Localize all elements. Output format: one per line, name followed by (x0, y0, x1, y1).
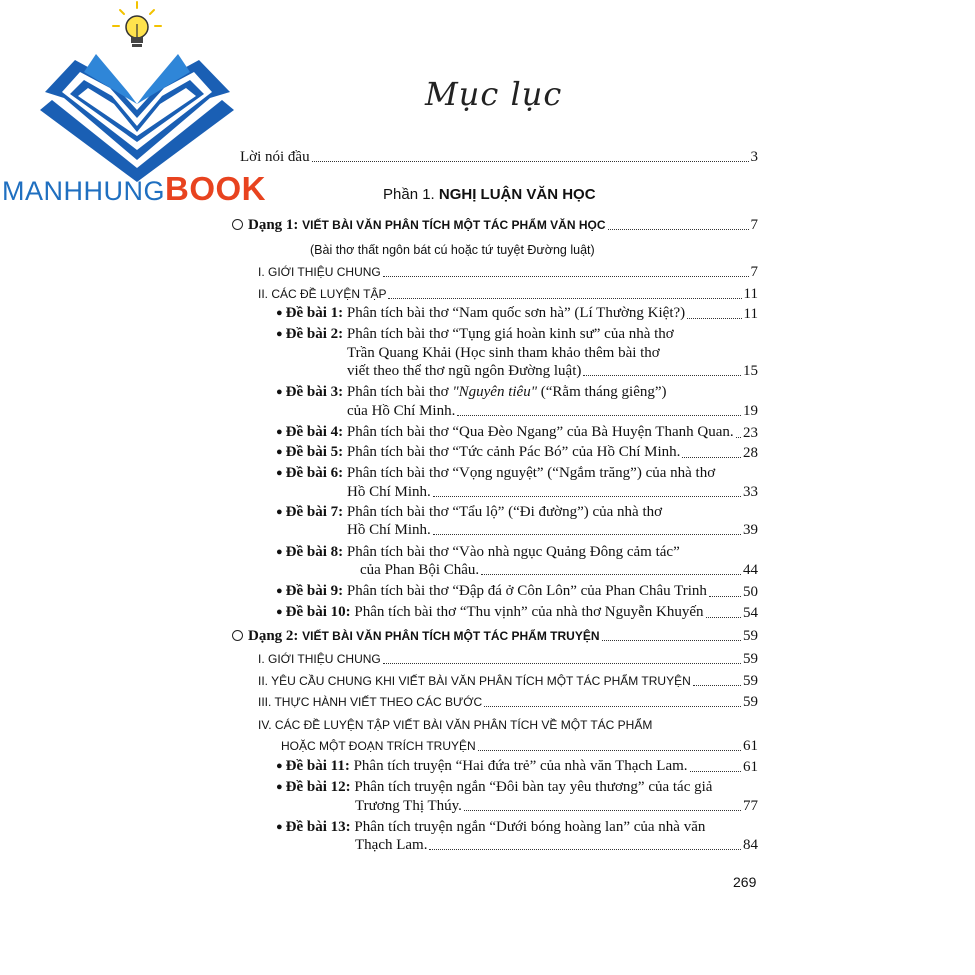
toc-item[interactable]: ● Đề bài 5: Phân tích bài thơ “Tức cảnh Pác Bó” của Hồ Chí Minh. 28 (276, 444, 758, 461)
brand-part1: MANHHUNG (2, 176, 165, 206)
page-title: Mục lục (425, 75, 563, 113)
toc-section-cont (281, 737, 758, 755)
circle-bullet-icon (232, 219, 243, 230)
item-text: Phân tích bài thơ “Qua Đèo Ngang” của Bà Huyện Thanh Quan. (346, 424, 734, 440)
item-text: Phân tích truyện ngắn “Đôi bàn tay yêu thương” của tác giả (354, 779, 713, 795)
toc-item[interactable]: ● Đề bài 9: Phân tích bài thơ “Đập đá ở Côn Lôn” của Phan Châu Trinh 50 (276, 583, 758, 600)
item-text: Trương Thị Thúy. (355, 798, 462, 814)
toc-section[interactable] (258, 693, 758, 711)
toc-item[interactable]: ● Đề bài 3: Phân tích bài thơ "Nguyên tiêu" (“Rằm tháng giêng”) (276, 384, 667, 400)
brand-part2: BOOK (165, 170, 266, 207)
toc-item-cont (355, 797, 758, 815)
toc-item[interactable]: ● Đề bài 13: Phân tích truyện ngắn “Dưới bóng hoàng lan” của nhà văn (276, 819, 706, 835)
toc-page: 23 (743, 425, 758, 441)
item-label: Đề bài 8: (285, 544, 344, 560)
item-text: (“Rằm tháng giêng”) (537, 384, 667, 400)
toc-page: 44 (743, 562, 758, 578)
item-label: Đề bài 11: (285, 758, 350, 774)
toc-text: II. CÁC ĐỀ LUYỆN TẬP (258, 287, 387, 301)
toc-page: 3 (750, 149, 758, 165)
toc-text: Lời nói đầu (240, 149, 310, 165)
toc-page: 7 (750, 217, 758, 233)
dang-label: Dạng 1: (248, 217, 299, 233)
brand-logo-text (2, 170, 266, 208)
dang-title: VIẾT BÀI VĂN PHÂN TÍCH MỘT TÁC PHẨM TRUYỆN (302, 629, 600, 643)
toc-preface[interactable] (240, 148, 758, 166)
toc-page: 61 (743, 738, 758, 754)
toc-item[interactable]: ● Đề bài 2: Phân tích bài thơ “Tụng giá hoàn kinh sư” của nhà thơ (276, 326, 674, 342)
toc-page: 15 (743, 363, 758, 379)
toc-section[interactable]: IV. CÁC ĐỀ LUYỆN TẬP VIẾT BÀI VĂN PHÂN TÍCH VỀ MỘT TÁC PHẨM (258, 718, 653, 732)
item-label: Đề bài 12: (285, 779, 351, 795)
toc-page: 19 (743, 403, 758, 419)
toc-item[interactable]: ● Đề bài 6: Phân tích bài thơ “Vọng nguyệt” (“Ngắm trăng”) của nhà thơ (276, 465, 716, 481)
toc-page: 11 (743, 286, 758, 302)
item-text: Phân tích bài thơ “Đập đá ở Côn Lôn” của Phan Châu Trinh (346, 583, 707, 599)
toc-text: I. GIỚI THIỆU CHUNG (258, 265, 381, 279)
part-heading (383, 186, 596, 203)
toc-text: II. YÊU CẦU CHUNG KHI VIẾT BÀI VĂN PHÂN TÍCH MỘT TÁC PHẨM TRUYỆN (258, 674, 691, 688)
toc-section[interactable] (258, 672, 758, 690)
item-label: Đề bài 9: (285, 583, 344, 599)
item-text: của Hồ Chí Minh. (347, 403, 456, 419)
item-text: Phân tích bài thơ “Vọng nguyệt” (“Ngắm trăng”) của nhà thơ (346, 465, 716, 481)
toc-text: III. THỰC HÀNH VIẾT THEO CÁC BƯỚC (258, 695, 483, 709)
item-label: Đề bài 6: (285, 465, 344, 481)
toc-page: 59 (743, 628, 758, 644)
toc-text: HOẶC MỘT ĐOẠN TRÍCH TRUYỆN (281, 739, 476, 753)
item-label: Đề bài 4: (285, 424, 344, 440)
item-text: Phân tích bài thơ (346, 384, 453, 400)
dang1-note: (Bài thơ thất ngôn bát cú hoặc tứ tuyệt Đường luật) (310, 243, 595, 257)
toc-page: 84 (743, 837, 758, 853)
toc-page: 77 (743, 798, 758, 814)
item-text: Phân tích truyện “Hai đứa trẻ” của nhà văn Thạch Lam. (353, 758, 688, 774)
toc-page: 61 (743, 759, 758, 775)
item-label: Đề bài 5: (285, 444, 344, 460)
dang-label: Dạng 2: (248, 628, 299, 644)
item-text: Hồ Chí Minh. (347, 484, 431, 500)
item-text: Thạch Lam. (355, 837, 428, 853)
toc-dang1[interactable] (232, 216, 758, 234)
item-label: Đề bài 1: (285, 305, 344, 321)
part-prefix: Phần 1. (383, 186, 435, 203)
item-label: Đề bài 3: (285, 384, 344, 400)
page-number: 269 (733, 874, 757, 890)
toc-item-cont (355, 836, 758, 854)
toc-item-cont (347, 483, 758, 501)
toc-page: 7 (750, 264, 758, 280)
item-label: Đề bài 7: (285, 504, 344, 520)
toc-item[interactable]: ● Đề bài 1: Phân tích bài thơ “Nam quốc sơn hà” (Lí Thường Kiệt?) 11 (276, 305, 758, 322)
part-name: NGHỊ LUẬN VĂN HỌC (438, 186, 596, 203)
toc-item[interactable]: ● Đề bài 12: Phân tích truyện ngắn “Đôi bàn tay yêu thương” của tác giả (276, 779, 713, 795)
item-text: của Phan Bội Châu. (360, 562, 480, 578)
toc-section[interactable] (258, 285, 758, 303)
toc-item-cont (347, 521, 758, 539)
toc-page: 33 (743, 484, 758, 500)
toc-item[interactable]: ● Đề bài 7: Phân tích bài thơ “Tẩu lộ” (“Đi đường”) của nhà thơ (276, 504, 663, 520)
toc-item[interactable]: ● Đề bài 8: Phân tích bài thơ “Vào nhà ngục Quảng Đông cảm tác” (276, 544, 680, 560)
item-text: Phân tích bài thơ “Nam quốc sơn hà” (Lí Thường Kiệt?) (346, 305, 686, 321)
dang-title: VIẾT BÀI VĂN PHÂN TÍCH MỘT TÁC PHẨM VĂN HỌC (302, 218, 606, 232)
item-text: viết theo thể thơ ngũ ngôn Đường luật) (347, 363, 582, 379)
item-text: Phân tích bài thơ “Tụng giá hoàn kinh sư” của nhà thơ (346, 326, 674, 342)
item-text: Phân tích bài thơ “Tức cảnh Pác Bó” của Hồ Chí Minh. (346, 444, 681, 460)
toc-item-cont (347, 402, 758, 420)
item-text: Phân tích bài thơ “Vào nhà ngục Quảng Đông cảm tác” (346, 544, 680, 560)
toc-item[interactable]: ● Đề bài 4: Phân tích bài thơ “Qua Đèo Ngang” của Bà Huyện Thanh Quan. 23 (276, 424, 758, 441)
item-label: Đề bài 2: (285, 326, 344, 342)
toc-page: 50 (743, 584, 758, 600)
toc-text: I. GIỚI THIỆU CHUNG (258, 652, 381, 666)
toc-section[interactable] (258, 263, 758, 281)
toc-page: 59 (743, 694, 758, 710)
toc-item[interactable]: ● Đề bài 10: Phân tích bài thơ “Thu vịnh” của nhà thơ Nguyễn Khuyến 54 (276, 604, 758, 621)
item-italic: "Nguyên tiêu" (452, 384, 537, 400)
toc-page: 59 (743, 673, 758, 689)
toc-item[interactable]: ● Đề bài 11: Phân tích truyện “Hai đứa trẻ” của nhà văn Thạch Lam. 61 (276, 758, 758, 775)
toc-page: 54 (743, 605, 758, 621)
toc-page: 11 (743, 306, 758, 322)
item-text: Trần Quang Khải (Học sinh tham khảo thêm bài thơ (347, 345, 660, 361)
toc-page: 59 (743, 651, 758, 667)
toc-item-cont (347, 362, 758, 380)
item-label: Đề bài 13: (285, 819, 351, 835)
toc-page: 39 (743, 522, 758, 538)
item-text: Phân tích truyện ngắn “Dưới bóng hoàng lan” của nhà văn (354, 819, 706, 835)
toc-page: 28 (743, 445, 758, 461)
toc-dang2[interactable] (232, 627, 758, 645)
item-text: Phân tích bài thơ “Thu vịnh” của nhà thơ Nguyễn Khuyến (354, 604, 704, 620)
item-text: Hồ Chí Minh. (347, 522, 431, 538)
toc-section[interactable] (258, 650, 758, 668)
item-label: Đề bài 10: (285, 604, 351, 620)
circle-bullet-icon (232, 630, 243, 641)
item-text: Phân tích bài thơ “Tẩu lộ” (“Đi đường”) của nhà thơ (346, 504, 663, 520)
toc-item-cont (360, 561, 758, 579)
